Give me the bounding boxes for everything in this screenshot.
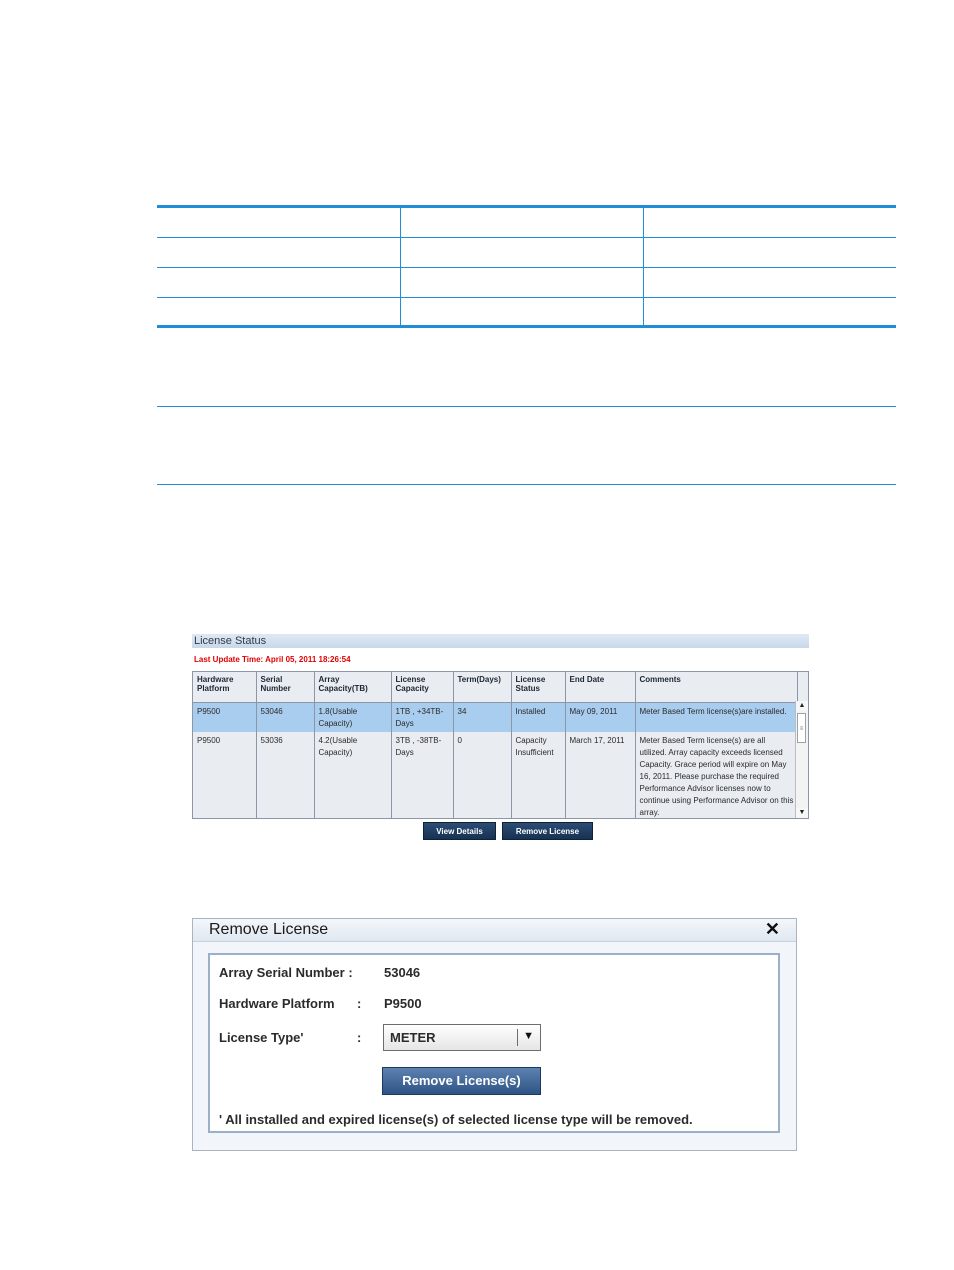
scroll-down-icon[interactable]: ▼ <box>796 808 808 818</box>
table-cell: Installed <box>511 703 565 733</box>
table-cell: 0 <box>453 732 511 819</box>
vertical-scrollbar[interactable] <box>795 701 808 818</box>
table-cell: 53036 <box>256 732 314 819</box>
serial-number-value: 53046 <box>384 965 421 980</box>
table-header-row <box>193 672 797 703</box>
serial-number-label: Array Serial Number : <box>219 965 353 980</box>
table-cell: P9500 <box>193 732 256 819</box>
table-cell: Capacity Insufficient <box>511 732 565 819</box>
table-row-divider <box>157 267 896 268</box>
remove-license-dialog <box>192 918 797 1151</box>
hardware-platform-value: P9500 <box>384 996 422 1011</box>
license-type-colon: : <box>357 1030 362 1045</box>
removal-note: ' All installed and expired license(s) of selected license type will be removed. <box>219 1112 693 1127</box>
license-status-table <box>192 671 809 819</box>
empty-table <box>157 205 896 328</box>
table-cell: 4.2(Usable Capacity) <box>314 732 391 819</box>
column-header[interactable]: Term(Days) <box>453 672 511 703</box>
close-icon[interactable]: ✕ <box>764 919 780 939</box>
remove-license-button[interactable]: Remove License <box>502 822 593 840</box>
table-cell: 1.8(Usable Capacity) <box>314 703 391 733</box>
table-cell: 3TB , -38TB-Days <box>391 732 453 819</box>
table-cell: May 09, 2011 <box>565 703 635 733</box>
hardware-platform-label: Hardware Platform <box>219 996 335 1011</box>
column-header[interactable]: End Date <box>565 672 635 703</box>
table-col-divider <box>400 208 401 325</box>
table-cell: March 17, 2011 <box>565 732 635 819</box>
table-row[interactable] <box>193 732 797 819</box>
license-type-label: License Type' <box>219 1030 304 1045</box>
hardware-platform-colon: : <box>357 996 362 1011</box>
scroll-thumb[interactable]: ≡ <box>797 713 806 743</box>
license-type-select[interactable] <box>383 1024 541 1051</box>
table-cell: 53046 <box>256 703 314 733</box>
license-type-value: METER <box>390 1030 436 1045</box>
note-rule-bottom <box>157 484 896 485</box>
column-header[interactable]: License Capacity <box>391 672 453 703</box>
table-cell: 34 <box>453 703 511 733</box>
remove-licenses-button[interactable]: Remove License(s) <box>382 1067 541 1095</box>
table-cell: Meter Based Term license(s)are installed. <box>635 703 797 733</box>
scroll-up-icon[interactable]: ▲ <box>796 701 808 711</box>
column-header[interactable]: Hardware Platform <box>193 672 256 703</box>
dialog-title: Remove License <box>209 921 329 938</box>
table-cell: 1TB , +34TB-Days <box>391 703 453 733</box>
license-status-header: License Status <box>192 634 809 648</box>
last-update-time: Last Update Time: April 05, 2011 18:26:54 <box>194 655 351 664</box>
column-header[interactable]: Comments <box>635 672 797 703</box>
table-row-divider <box>157 237 896 238</box>
chevron-down-icon[interactable]: ▼ <box>523 1030 534 1042</box>
table-row-divider <box>157 297 896 298</box>
table-cell: Meter Based Term license(s) are all utilized. Array capacity exceeds licensed Capacity. Grace period will expire on May 16, 2011. Please purchase the required Performance Advisor licenses now to continue using Performance Advisor on this array. <box>635 732 797 819</box>
dialog-title-bar <box>193 919 796 942</box>
dialog-body <box>208 953 780 1133</box>
license-status-panel <box>192 634 809 817</box>
select-divider <box>517 1029 518 1046</box>
column-header[interactable]: License Status <box>511 672 565 703</box>
view-details-button[interactable]: View Details <box>423 822 496 840</box>
table-row[interactable] <box>193 703 797 733</box>
table-cell: P9500 <box>193 703 256 733</box>
table-col-divider <box>643 208 644 325</box>
column-header[interactable]: Array Capacity(TB) <box>314 672 391 703</box>
note-rule-top <box>157 406 896 407</box>
column-header[interactable]: Serial Number <box>256 672 314 703</box>
